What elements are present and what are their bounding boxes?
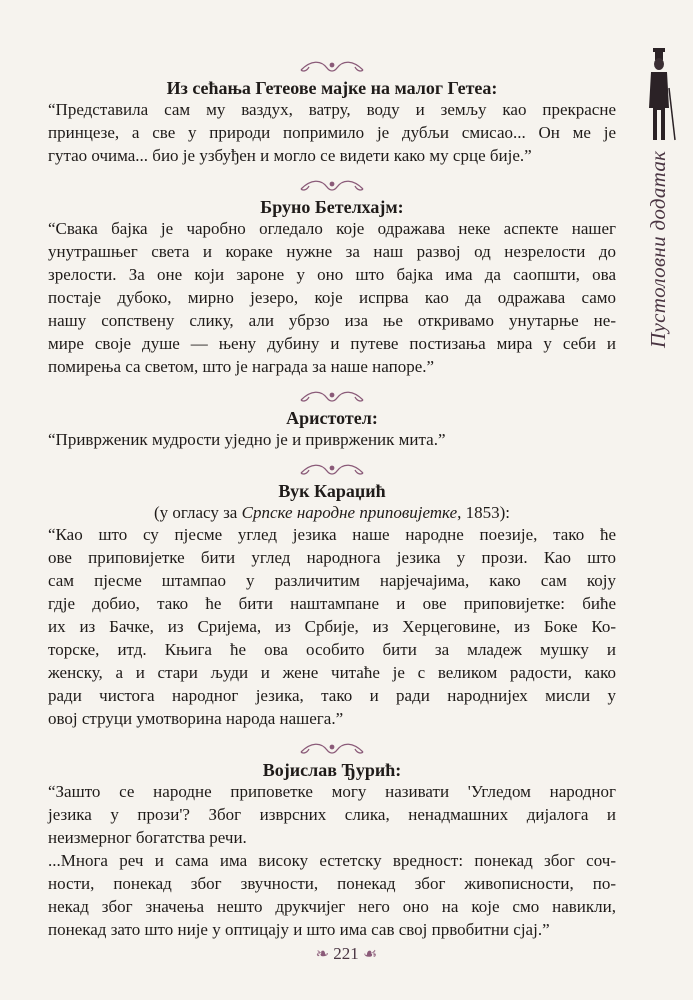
side-tab-title: Пустоловни додатак [646,150,670,348]
quotes-column [48,58,616,951]
quote-line: језика у прози'? Због изврсних слика, ненадмашних дијалога и [48,805,616,824]
quote-line: их из Бачке, из Сријема, из Србије, из Херцеговине, из Боке Ко- [48,617,616,636]
quote-line: торске, итд. Књига ће ова особито бити за младеж мушку и [48,640,616,659]
quote-line: некад због значења нешто друкчијег него оно на које смо навикли, [48,897,616,916]
floral-ornament-icon [297,177,367,195]
page-footer [0,944,693,964]
sub-prefix: (у огласу за [153,503,242,522]
quote-section-karadzic [48,461,616,730]
quote-line: сам пјесме штампао у различитим нарјечајима, како сам коју [48,571,616,590]
quote-line: принцезе, а све у природи попримило је дубљи смисао... Он ме је [48,123,616,142]
leaf-ornament-right-icon: ☙ [363,946,378,963]
quote-line: “Као што су пјесме углед језика наше народне поезије, тако ће [48,525,616,544]
quote-section-bettelheim [48,177,616,378]
quote-line: женску, а и стари људи и жене читаће је с великом радости, како [48,663,616,682]
quote-line: постаје дубоко, мирно језеро, које испрва као да одражава само [48,288,616,307]
floral-ornament-icon [297,461,367,479]
quote-line: ности, понекад због звучности, понекад због живописности, по- [48,874,616,893]
quote-line: “Представила сам му ваздух, ватру, воду и земљу као прекрасне [48,100,616,119]
quote-text [48,428,616,451]
quote-line: овој струци умотворина народа нашега.” [48,709,344,728]
quote-text [48,523,616,730]
quote-line: “Зашто се народне приповетке могу називати 'Угледом народног [48,782,616,801]
section-heading: Вук Караџић [278,481,386,501]
quote-section-djuric [48,740,616,941]
page-number: 221 [333,944,359,963]
section-heading: Из сећања Гетеове мајке на малог Гетеа: [166,78,498,98]
quote-line: зрелости. За оне који зароне у оно што бајка има да саопшти, ова [48,265,616,284]
floral-ornament-icon [297,740,367,758]
quote-line: понекад зато што није у оптицају и што има сав свој првобитни сјај.” [48,920,550,939]
gentleman-silhouette-icon [639,48,679,144]
quote-text [48,217,616,378]
quote-line: унутрашњег света и кораке нужне за наш развој од незрелости до [48,242,616,261]
quote-line: ...Многа реч и сама има високу естетску вредност: понекад због соч- [48,851,616,870]
quote-text [48,780,616,941]
quote-section-aristotle [48,388,616,451]
leaf-ornament-left-icon: ❧ [315,946,330,963]
quote-line: ове приповијетке бити углед народнога језика у прози. Као што [48,548,616,567]
quote-section-goethe-mother [48,58,616,167]
floral-ornament-icon [297,388,367,406]
quote-line: “Привржeник мудрости уједно је и привржeник мита.” [48,430,446,449]
quote-line: гутао очима... био је узбуђен и могло се видети како му срце бије.” [48,146,532,165]
quote-line: нашу сопствену слику, али убрзо иза ње откривамо унутарње не- [48,311,616,330]
quote-line: гдје добио, тако ће бити наштампане и ове приповијетке: биће [48,594,616,613]
section-heading: Војислав Ђурић: [262,760,402,780]
section-heading: Аристотел: [286,408,378,428]
quote-line: неизмерног богатства речи. [48,828,247,847]
quote-line: мире своје душе — њену дубину и путеве постизања мира у себи и [48,334,616,353]
section-subheading [48,503,616,523]
sub-suffix: , 1853): [457,503,511,522]
floral-ornament-icon [297,58,367,76]
quote-line: ради чистога народног језика, тако и ради народнијех мисли у [48,686,616,705]
quote-line: помирења са светом, што је награда за наше напоре.” [48,357,435,376]
quote-line: “Свака бајка је чаробно огледало које одражава неке аспекте нашег [48,219,616,238]
quote-text [48,98,616,167]
section-heading: Бруно Бетелхајм: [260,197,404,217]
book-title: Српске народне приповијетке [241,503,458,522]
